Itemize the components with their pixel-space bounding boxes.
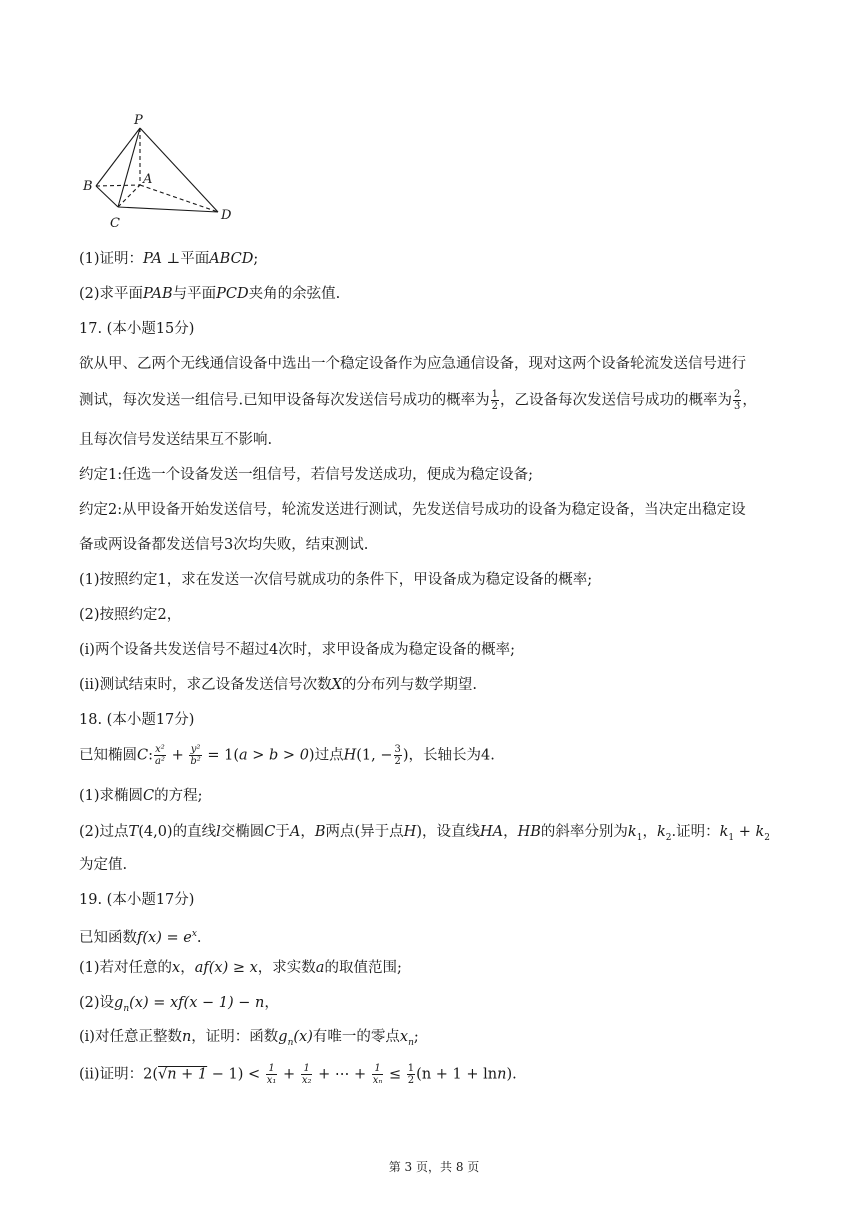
q18-heading: 18. (本小题17分) (79, 712, 195, 728)
q17-rule-2a: 约定2:从甲设备开始发送信号，轮流发送进行测试，先发送信号成功的设备为稳定设备，当决定出稳定设 (79, 502, 746, 518)
fraction-inv-xn: $\frac{1}{\text{xₙ}}$ (372, 1063, 383, 1086)
q17-part1: (1)按照约定1，求在发送一次信号就成功的条件下，甲设备成为稳定设备的概率; (79, 572, 593, 588)
edge-PD (140, 128, 218, 212)
q17-stem-3: 且每次信号发送结果互不影响. (79, 432, 273, 448)
edge-PB (96, 128, 140, 186)
q17-rule-2b: 备或两设备都发送信号3次均失败，结束测试. (79, 537, 369, 553)
fraction-two-thirds: $\frac{2}{3}$ (733, 389, 741, 412)
q17-part2-i: (i)两个设备共发送信号不超过4次时，求甲设备成为稳定设备的概率; (79, 642, 516, 658)
q19-part2: (2)设$g_n(x) = xf(x - 1) - n$， (79, 995, 279, 1014)
edge-BC (96, 186, 118, 207)
label-P: P (134, 113, 143, 128)
q18-stem: 已知椭圆C: $\frac{\text{x²}}{\text{a²}}$ + $\frac{\text{y²}}{\text{b²}}$ = 1(a > b > 0)过点H(1, − $\frac{3}{2}$ )，长轴长为4. (79, 744, 495, 767)
page-footer: 第 3 页，共 8 页 (388, 1160, 480, 1174)
edge-BA (96, 185, 140, 186)
q17-heading: 17. (本小题15分) (79, 321, 195, 337)
fraction-inv-x1: $\frac{1}{\text{x₁}}$ (266, 1063, 277, 1086)
q19-heading: 19. (本小题17分) (79, 892, 195, 908)
edge-CD (118, 207, 218, 212)
q16-part2: (2)求平面PAB与平面PCD夹角的余弦值. (79, 286, 341, 302)
fraction-half-2: $\frac{1}{2}$ (407, 1063, 415, 1086)
q19-stem: 已知函数$f(x) = e^x$. (79, 929, 202, 946)
q17-stem-2: 测试，每次发送一组信号.已知甲设备每次发送信号成功的概率为 $\frac{1}{2}$ ，乙设备每次发送信号成功的概率为 $\frac{2}{3}$ ， (79, 389, 757, 412)
q18-part2-cont: 为定值. (79, 857, 128, 873)
q17-stem-1: 欲从甲、乙两个无线通信设备中选出一个稳定设备作为应急通信设备，现对这两个设备轮流发送信号进行 (79, 356, 746, 372)
q17-rule-1: 约定1:任选一个设备发送一组信号，若信号发送成功，便成为稳定设备; (79, 467, 533, 483)
edge-PC (118, 128, 140, 207)
fraction-y2-b2: $\frac{\text{y²}}{\text{b²}}$ (190, 744, 201, 767)
fraction-x2-a2: $\frac{\text{x²}}{\text{a²}}$ (155, 744, 165, 767)
q18-part2: (2)过点T(4,0)的直线l交椭圆C于A，B两点(异于点H)，设直线HA，HB的斜率分别为$k_1$，$k_2$.证明：$k_1 + k_2$ (79, 824, 771, 843)
q17-part2: (2)按照约定2， (79, 607, 182, 623)
pyramid-figure (78, 110, 248, 235)
fraction-three-halves: $\frac{3}{2}$ (394, 744, 401, 767)
fraction-half: $\frac{1}{2}$ (491, 389, 498, 412)
label-A: A (143, 172, 153, 187)
label-C: C (110, 216, 120, 231)
q19-part2-ii: (ii)证明：2(√n + 1 − 1) < $\frac{1}{\text{x₁}}$ + $\frac{1}{\text{x₂}}$ + ⋯ + $\frac{1}{\text{xₙ}}$ ≤ $\frac{1}{2}$ (n + 1 + lnn). (79, 1063, 517, 1086)
label-D: D (221, 208, 232, 223)
q18-part1: (1)求椭圆C的方程; (79, 788, 203, 804)
q19-part1: (1)若对任意的x，af(x) ≥ x，求实数a的取值范围; (79, 960, 402, 976)
label-B: B (83, 179, 93, 194)
q17-part2-ii: (ii)测试结束时，求乙设备发送信号次数X的分布列与数学期望. (79, 677, 478, 693)
fraction-inv-x2: $\frac{1}{\text{x₂}}$ (301, 1063, 312, 1086)
q16-part1: (1)证明：PA ⊥平面ABCD; (79, 251, 259, 267)
q19-part2-i: (i)对任意正整数n，证明：函数$g_n(x)$有唯一的零点$x_n$; (79, 1029, 419, 1048)
edge-AD (140, 185, 218, 212)
